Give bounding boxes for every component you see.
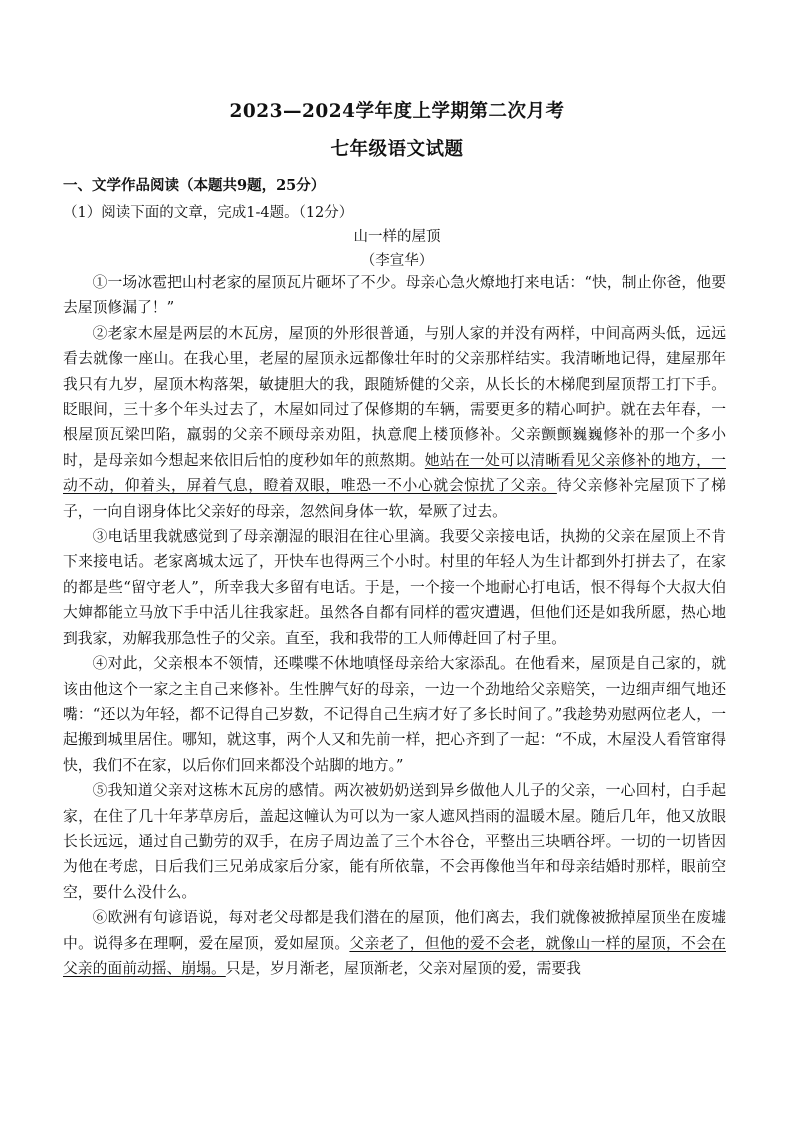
paragraph-text: ⑤我知道父亲对这栋木瓦房的感情。两次被奶奶送到异乡做他人儿子的父亲，一心回村，白手起家，在住了几十年茅草房后，盖起这幢认为可以为一家人遮风挡雨的温暖木屋。随后几年，他又放眼长长远远，通过自己勤劳的双手，在房子周边盖了三个木谷仓，平整出三块晒谷坪。一切的一切皆因为他在考虑，日后我们三兄弟成家后分家，能有所依靠，不会再像他当年和母亲结婚时那样，眼前空空，要什么没什么。 [63,782,726,901]
article-author: （李宣华） [360,253,434,269]
section-heading: 一、文学作品阅读（本题共9题，25分） [63,177,326,194]
paragraph-text: ①一场冰雹把山村老家的屋顶瓦片砸坏了不少。母亲心急火燎地打来电话：“快，制止你爸，他要去屋顶修漏了！” [63,274,726,317]
paragraph-6 [63,905,726,981]
underlined-sentence: 父亲老了，但他的爱不会老，就像山一样的屋顶，不会在父亲的面前动摇、崩塌。 [63,934,726,977]
paragraph-5 [63,778,726,905]
article-body [63,270,726,981]
paragraph-3 [63,524,726,651]
paragraph-1 [63,270,726,321]
paragraph-text: ⑥欧洲有句谚语说，每对老父母都是我们潜在的屋顶，他们离去，我们就像被掀掉屋顶坐在废墟中。说得多在理啊，爱在屋顶，爱如屋顶。 [63,909,726,952]
paragraph-text: ③电话里我就感觉到了母亲潮湿的眼泪在往心里滴。我要父亲接电话，执拗的父亲在屋顶上不肯下来接电话。老家离城太远了，开快车也得两三个小时。村里的年轻人为生计都到外打拼去了，在家的都是些“留守老人”，所幸我大多留有电话。于是，一个接一个地耐心打电话，恨不得每个大叔大伯大婶都能立马放下手中活儿往我家赶。虽然各自都有同样的雹灾遭遇，但他们还是如我所愿，热心地到我家，劝解我那急性子的父亲。直至，我和我带的工人师傅赶回了村子里。 [63,528,726,647]
exam-subtitle: 七年级语文试题 [330,139,464,160]
paragraph-text: ②老家木屋是两层的木瓦房，屋顶的外形很普通，与别人家的并没有两样，中间高两头低，远远看去就像一座山。在我心里，老屋的屋顶永远都像壮年时的父亲那样结实。我清晰地记得，建屋那年我只有九岁，屋顶木构落架，敏捷胆大的我，跟随矫健的父亲，从长长的木梯爬到屋顶帮工打下手。眨眼间，三十多个年头过去了，木屋如同过了保修期的车辆，需要更多的精心呵护。就在去年春，一根屋顶瓦梁凹陷，羸弱的父亲不顾母亲劝阻，执意爬上楼顶修补。父亲颤颤巍巍修补的那一个多小时，是母亲如今想起来依旧后怕的度秒如年的煎熬期。 [63,324,726,469]
paragraph-2 [63,321,726,524]
question-intro: （1）阅读下面的文章，完成1-4题。（12分） [63,205,354,221]
paragraph-text: 待父亲修补完屋顶下了梯子，一向自诩身体比父亲好的母亲，忽然间身体一软，晕厥了过去。 [63,477,726,520]
article-title: 山一样的屋顶 [353,229,441,245]
paragraph-4 [63,651,726,778]
exam-title: 2023—2024学年度上学期第二次月考 [229,101,565,122]
paragraph-text: 只是，岁月渐老，屋顶渐老，父亲对屋顶的爱，需要我 [225,959,581,977]
paragraph-text: ④对此，父亲根本不领情，还喋喋不休地嗔怪母亲给大家添乱。在他看来，屋顶是自己家的，就该由他这个一家之主自己来修补。生性脾气好的母亲，一边一个劲地给父亲赔笑，一边细声细气地还嘴：“还以为年轻，都不记得自己岁数，不记得自己生病才好了多长时间了。”我趁势劝慰两位老人，一起搬到城里居住。哪知，就这事，两个人又和先前一样，把心齐到了一起：“不成，木屋没人看管窜得快，我们不在家，以后你们回来都没个站脚的地方。” [63,655,726,774]
underlined-sentence: 她站在一处可以清晰看见父亲修补的地方，一动不动，仰着头，屏着气息，瞪着双眼，唯恐一不小心就会惊扰了父亲。 [63,451,726,495]
